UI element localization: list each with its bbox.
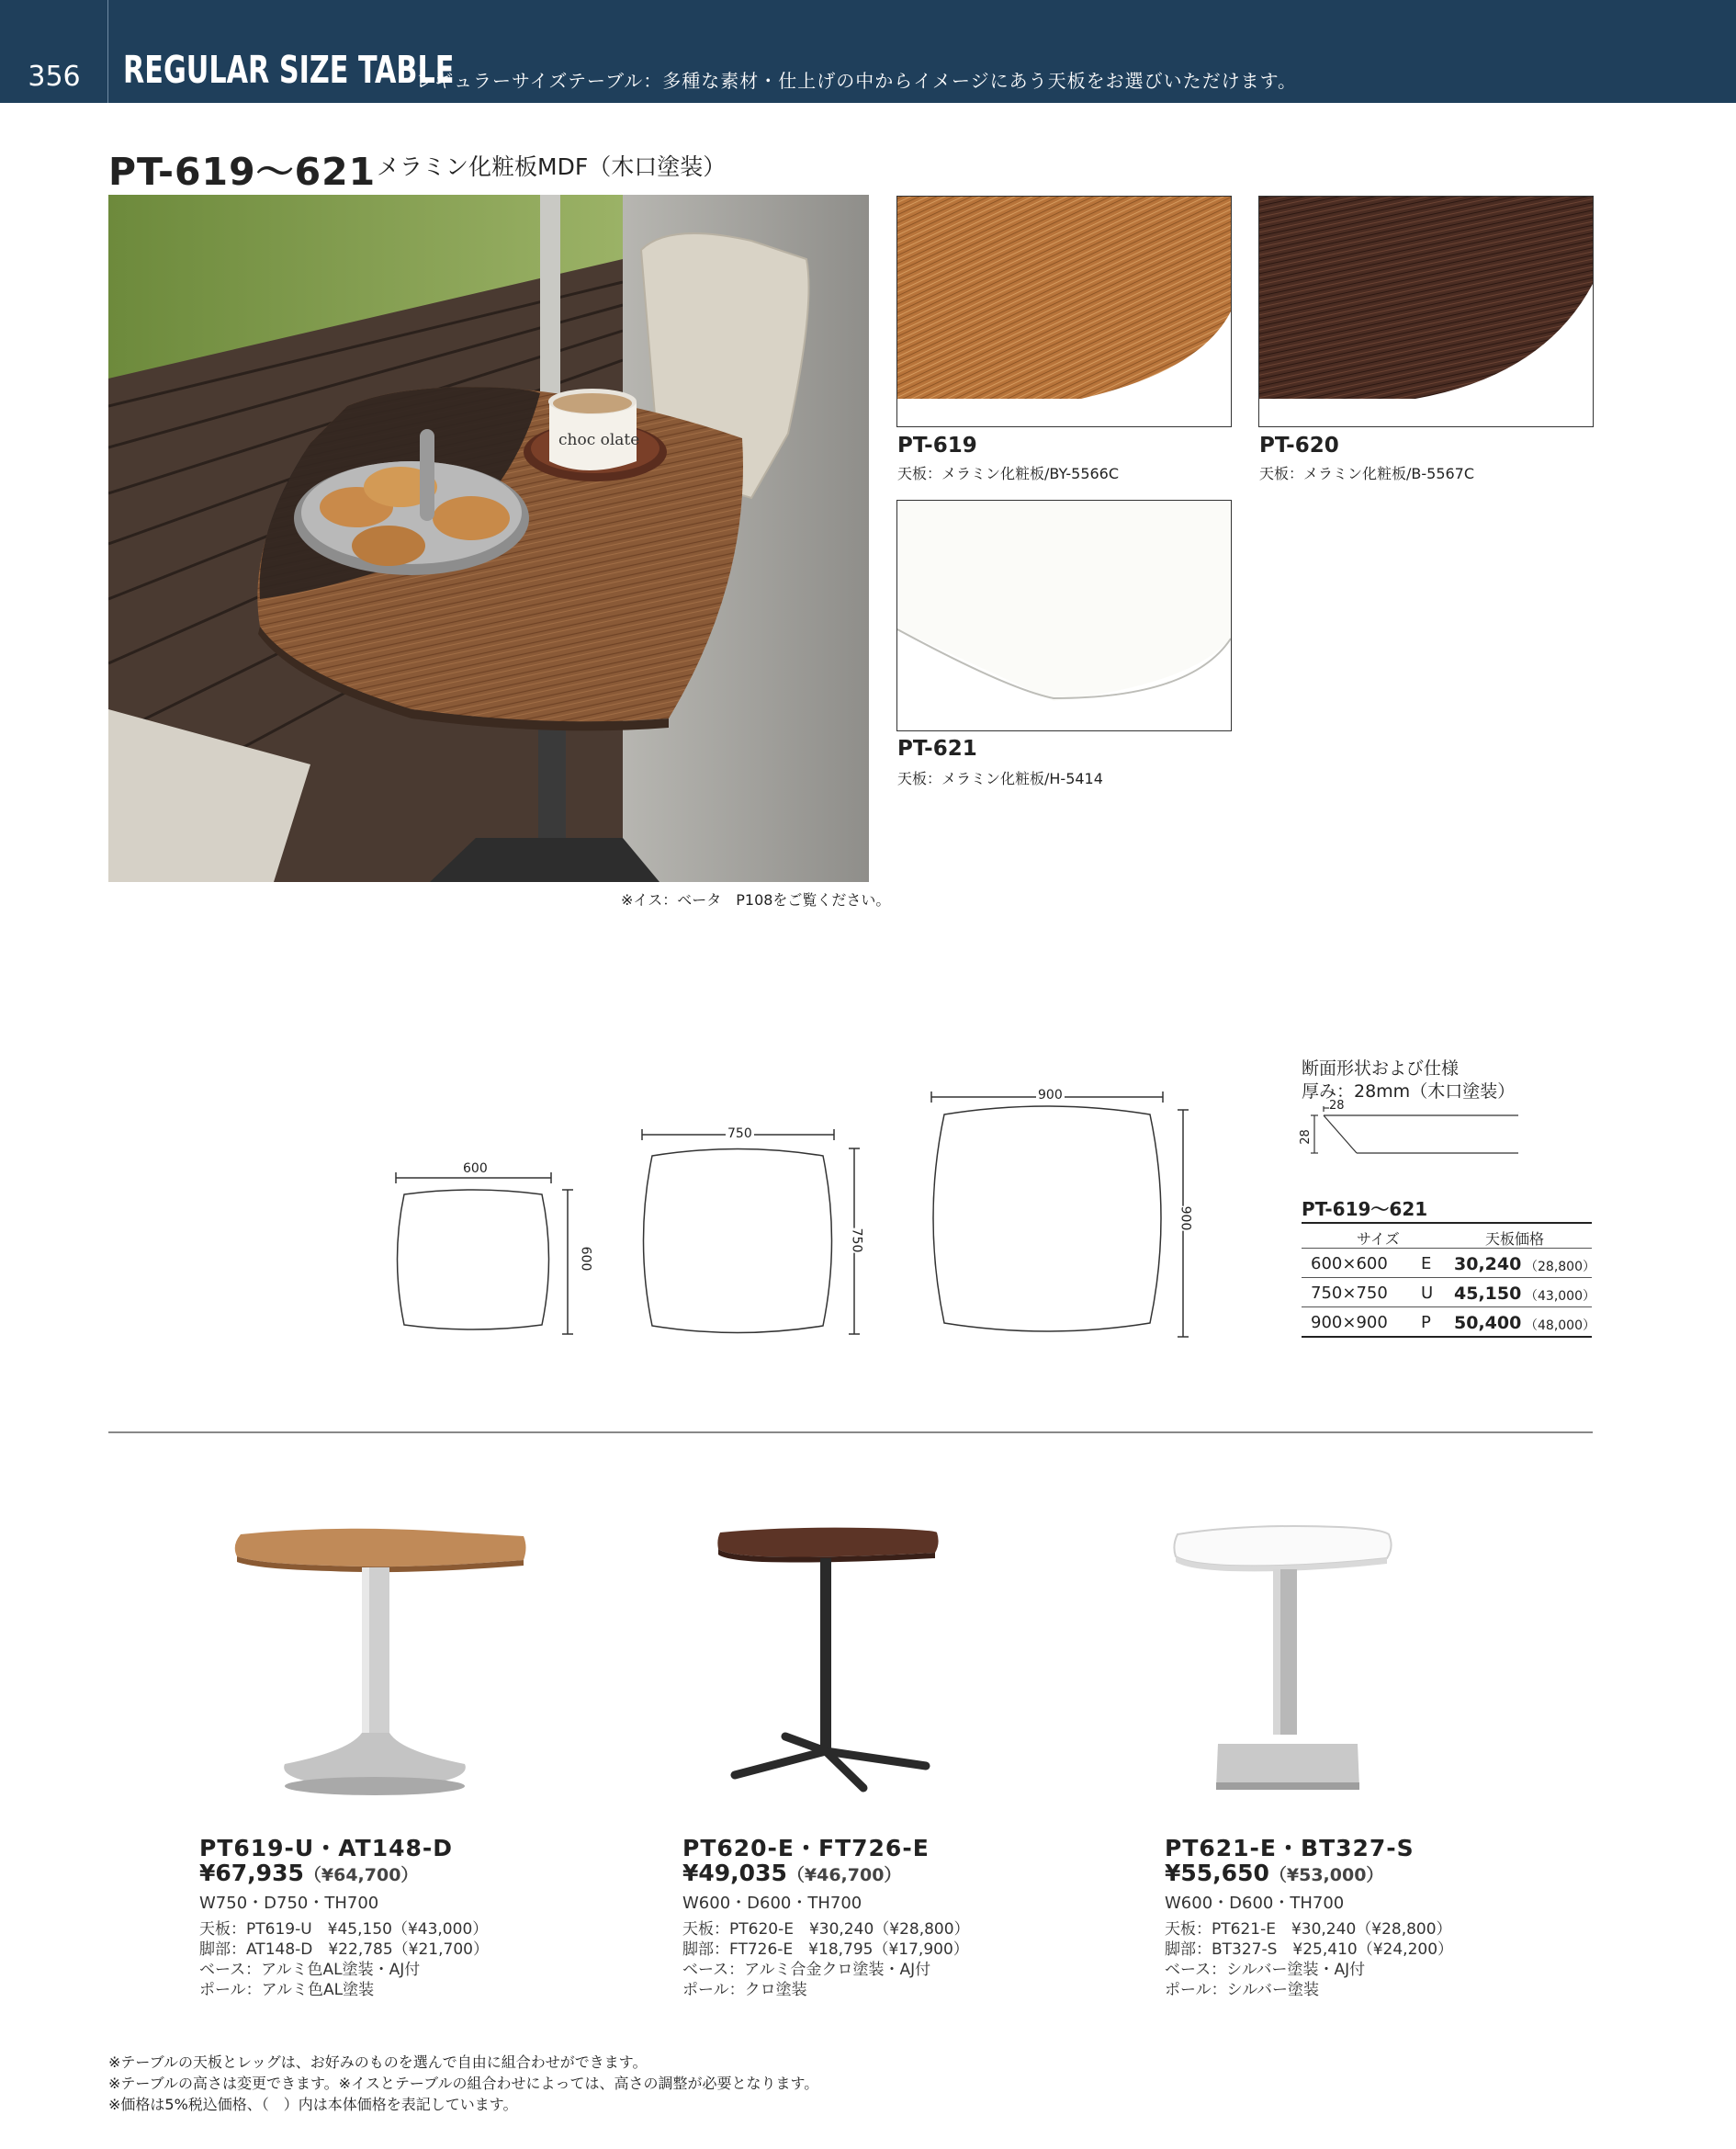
product-2-base-price: （¥46,700） xyxy=(786,1865,902,1885)
swatch-pt621-name: PT-621 xyxy=(897,737,977,761)
product-1-name: PT619-U・AT148-D xyxy=(199,1835,454,1861)
product-3-base-price: （¥53,000） xyxy=(1268,1865,1384,1885)
footnote: ※テーブルの天板とレッグは、お好みのものを選んで自由に組合わせができます。 xyxy=(108,2053,648,2071)
product-2-line: 天板：PT620-E ¥30,240（¥28,800） xyxy=(682,1920,970,1939)
swatch-pt619-desc: 天板：メラミン化粧板/BY-5566C xyxy=(897,465,1120,482)
swatch-pt620-image xyxy=(1259,197,1593,426)
section-title: REGULAR SIZE TABLE xyxy=(123,48,455,92)
product-1-price-block xyxy=(199,1860,418,1886)
cell-base-price: （43,000） xyxy=(1525,1289,1595,1304)
product-3-line: 天板：PT621-E ¥30,240（¥28,800） xyxy=(1165,1920,1452,1939)
product-2-price: ¥49,035 xyxy=(682,1860,787,1886)
cell-price: 30,240 xyxy=(1454,1254,1522,1274)
table-row xyxy=(1302,1278,1595,1307)
product-2-line: 脚部：FT726-E ¥18,795（¥17,900） xyxy=(682,1940,969,1959)
swatch-pt619-image xyxy=(897,197,1231,426)
model-title: PT-619～621 xyxy=(108,150,377,194)
product-3-dims: W600・D600・TH700 xyxy=(1165,1894,1345,1913)
price-table-title: PT-619～621 xyxy=(1302,1198,1428,1220)
product-image-pt621 xyxy=(1165,1516,1422,1801)
product-2-dims: W600・D600・TH700 xyxy=(682,1894,862,1913)
product-1-dims: W750・D750・TH700 xyxy=(199,1894,379,1913)
cell-base-price: （48,000） xyxy=(1525,1318,1595,1333)
cell-price: 45,150 xyxy=(1454,1284,1522,1304)
swatch-pt620 xyxy=(1258,196,1594,427)
product-1-base-price: （¥64,700） xyxy=(303,1865,419,1885)
cell-price: 50,400 xyxy=(1454,1313,1522,1333)
product-2-line: ベース：アルミ合金クロ塗装・AJ付 xyxy=(682,1961,931,1979)
swatch-pt619-name: PT-619 xyxy=(897,434,977,458)
size-diagrams xyxy=(386,1075,1212,1351)
dim-600-depth: 600 xyxy=(578,1246,593,1272)
product-3-line: 脚部：BT327-S ¥25,410（¥24,200） xyxy=(1165,1940,1454,1959)
cell-code: P xyxy=(1421,1313,1431,1332)
price-table-header xyxy=(1302,1222,1592,1249)
cup-print: choc olate xyxy=(558,431,640,449)
table-row xyxy=(1302,1249,1595,1278)
product-2-price-block xyxy=(682,1860,901,1886)
cell-code: U xyxy=(1421,1284,1434,1303)
product-3-line: ポール：シルバー塗装 xyxy=(1165,1981,1320,1999)
cell-code: E xyxy=(1421,1254,1432,1273)
product-1-line: ポール：アルミ色AL塗装 xyxy=(199,1981,375,1999)
dim-900-width: 900 xyxy=(1038,1088,1063,1103)
section-divider xyxy=(108,1431,1593,1433)
product-image-pt620 xyxy=(707,1516,983,1801)
photo-caption: ※イス：ベータ P108をご覧ください。 xyxy=(621,891,891,909)
page-number: 356 xyxy=(28,61,81,93)
product-2-name: PT620-E・FT726-E xyxy=(682,1835,930,1861)
col-size: サイズ xyxy=(1357,1230,1400,1248)
product-3-name: PT621-E・BT327-S xyxy=(1165,1835,1415,1861)
swatch-pt621-image xyxy=(897,501,1231,730)
spec-title: 断面形状および仕様 xyxy=(1302,1058,1460,1079)
col-price: 天板価格 xyxy=(1485,1230,1545,1248)
header-divider xyxy=(107,0,108,103)
product-3-price: ¥55,650 xyxy=(1165,1860,1269,1886)
swatch-pt620-name: PT-620 xyxy=(1259,434,1339,458)
cell-size: 600×600 xyxy=(1311,1254,1388,1273)
product-2-line: ポール：クロ塗装 xyxy=(682,1981,807,1999)
edge-top-label: 28 xyxy=(1329,1099,1345,1113)
footnote: ※テーブルの高さは変更できます。※イスとテーブルの組合わせによっては、高さの調整が必要となります。 xyxy=(108,2075,819,2092)
swatch-pt621 xyxy=(896,500,1232,731)
swatch-pt619 xyxy=(896,196,1232,427)
price-table xyxy=(1302,1222,1595,1338)
dim-900-depth: 900 xyxy=(1178,1205,1193,1231)
product-photo xyxy=(108,195,869,882)
table-scene-illustration xyxy=(108,195,869,882)
model-material: メラミン化粧板MDF（木口塗装） xyxy=(377,153,727,180)
edge-side-label: 28 xyxy=(1298,1129,1313,1145)
dim-600-width: 600 xyxy=(463,1161,488,1176)
table-row xyxy=(1302,1307,1595,1338)
dim-750-depth: 750 xyxy=(849,1227,864,1253)
cell-base-price: （28,800） xyxy=(1525,1260,1595,1274)
swatch-pt620-desc: 天板：メラミン化粧板/B-5567C xyxy=(1259,465,1475,482)
footnote: ※価格は5%税込価格、（ ）内は本体価格を表記しています。 xyxy=(108,2096,518,2113)
product-3-line: ベース：シルバー塗装・AJ付 xyxy=(1165,1961,1366,1979)
product-1-line: 天板：PT619-U ¥45,150（¥43,000） xyxy=(199,1920,489,1939)
product-1-price: ¥67,935 xyxy=(199,1860,304,1886)
product-1-line: 脚部：AT148-D ¥22,785（¥21,700） xyxy=(199,1940,489,1959)
product-1-line: ベース：アルミ色AL塗装・AJ付 xyxy=(199,1961,421,1979)
spec-thickness: 厚み：28mm（木口塗装） xyxy=(1302,1081,1516,1102)
section-subtitle: レギュラーサイズテーブル：多種な素材・仕上げの中からイメージにあう天板をお選びいただけます。 xyxy=(415,70,1297,92)
cell-size: 900×900 xyxy=(1311,1313,1388,1332)
swatch-pt621-desc: 天板：メラミン化粧板/H-5414 xyxy=(897,770,1103,787)
cell-size: 750×750 xyxy=(1311,1284,1388,1303)
product-image-pt619 xyxy=(220,1516,533,1801)
dim-750-width: 750 xyxy=(727,1126,752,1141)
product-3-price-block xyxy=(1165,1860,1383,1886)
